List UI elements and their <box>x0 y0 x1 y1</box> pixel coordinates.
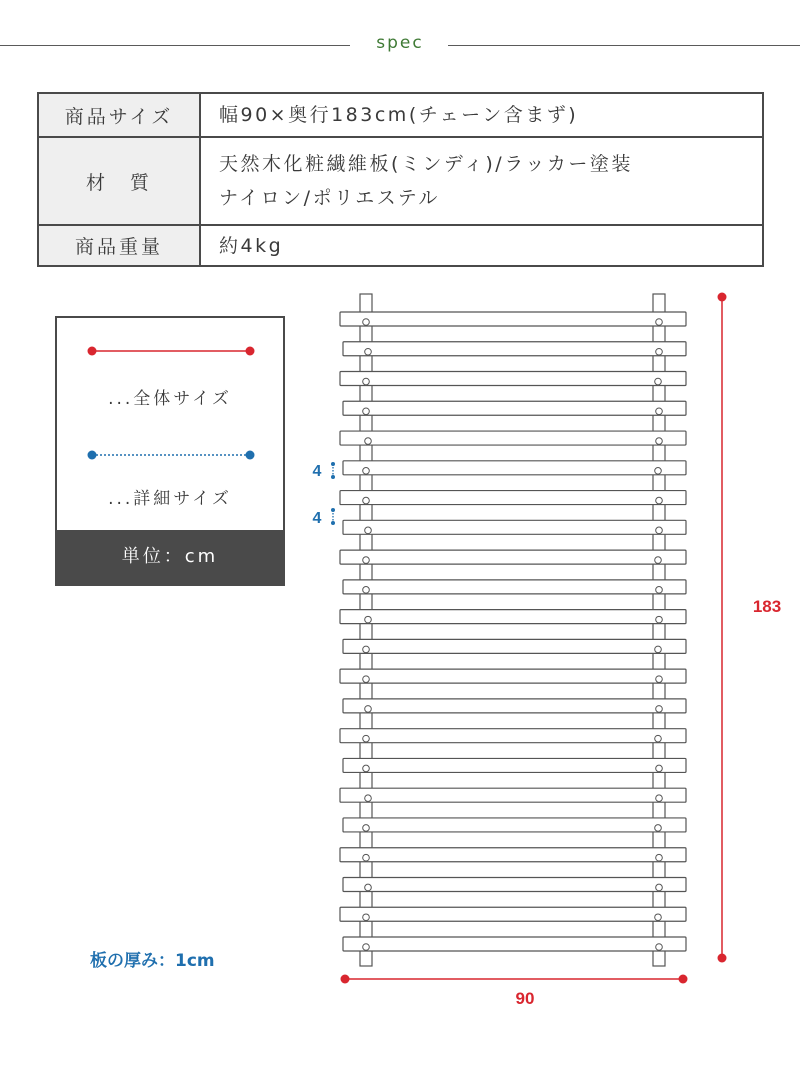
spec-value-line: 天然木化粧繊維板(ミンディ)/ラッカー塗装 <box>219 153 633 175</box>
rivet-icon <box>656 616 663 623</box>
rivet-icon <box>656 706 663 713</box>
rivet-icon <box>656 587 663 594</box>
slat <box>340 610 686 624</box>
slat <box>340 491 686 505</box>
slat <box>343 520 686 534</box>
rivet-icon <box>363 944 370 951</box>
rivet-icon <box>365 616 372 623</box>
rivet-icon <box>656 438 663 445</box>
rivet-icon <box>363 825 370 832</box>
slat <box>340 788 686 802</box>
height-dimension-label: 183 <box>752 597 782 616</box>
slat <box>340 669 686 683</box>
spec-label: 商品重量 <box>38 225 200 266</box>
thickness-note: 板の厚み：1cm <box>90 951 215 971</box>
height-dimension-dot <box>718 293 727 302</box>
slat <box>340 431 686 445</box>
rivet-icon <box>363 765 370 772</box>
slat <box>340 848 686 862</box>
gap-dimension-dot <box>331 475 335 479</box>
rivet-icon <box>363 735 370 742</box>
spec-label: 材 質 <box>38 137 200 225</box>
rivet-icon <box>363 378 370 385</box>
rivet-icon <box>656 854 663 861</box>
rivet-icon <box>656 527 663 534</box>
rivet-icon <box>656 676 663 683</box>
rivet-icon <box>363 319 370 326</box>
rivet-icon <box>363 854 370 861</box>
rivet-icon <box>655 646 662 653</box>
rivet-icon <box>655 914 662 921</box>
rivet-icon <box>655 557 662 564</box>
rivet-icon <box>656 765 663 772</box>
overall-size-label: ...全体サイズ <box>108 389 232 409</box>
width-dimension-dot <box>679 975 688 984</box>
slat <box>340 312 686 326</box>
rivet-icon <box>363 468 370 475</box>
rivet-icon <box>363 408 370 415</box>
height-dimension-dot <box>718 954 727 963</box>
slat <box>343 342 686 356</box>
rivet-icon <box>655 468 662 475</box>
rivet-icon <box>656 497 663 504</box>
slat <box>340 729 686 743</box>
rivet-icon <box>365 348 372 355</box>
slat <box>343 580 686 594</box>
rivet-icon <box>656 795 663 802</box>
detail-size-label: ...詳細サイズ <box>108 489 232 509</box>
gap-dimension-dot <box>331 508 335 512</box>
width-dimension-dot <box>341 975 350 984</box>
rivet-icon <box>363 646 370 653</box>
rivet-icon <box>365 438 372 445</box>
width-dimension-label: 90 <box>515 989 535 1008</box>
rivet-icon <box>363 587 370 594</box>
left-strap <box>360 294 372 966</box>
section-title: spec <box>376 33 424 53</box>
rivet-icon <box>656 348 663 355</box>
slat <box>340 372 686 386</box>
spec-label: 商品サイズ <box>38 93 200 137</box>
slat <box>343 461 686 475</box>
rivet-icon <box>656 884 663 891</box>
rivet-icon <box>656 319 663 326</box>
slat-mat <box>340 294 686 966</box>
rivet-icon <box>365 795 372 802</box>
unit-label: 単位：cm <box>57 530 283 584</box>
rivet-icon <box>365 884 372 891</box>
slat <box>343 639 686 653</box>
rivet-icon <box>655 735 662 742</box>
rivet-icon <box>365 527 372 534</box>
slat <box>340 907 686 921</box>
spec-value-line: 幅90×奥行183cm(チェーン含まず) <box>219 104 579 126</box>
right-strap <box>653 294 665 966</box>
slat <box>343 818 686 832</box>
slat <box>340 550 686 564</box>
rivet-icon <box>656 944 663 951</box>
rivet-icon <box>655 378 662 385</box>
rivet-icon <box>365 706 372 713</box>
slat <box>343 699 686 713</box>
gap-dimension-label: 4 <box>312 510 322 527</box>
rivet-icon <box>655 825 662 832</box>
rivet-icon <box>363 914 370 921</box>
rivet-icon <box>656 408 663 415</box>
slat <box>343 758 686 772</box>
rivet-icon <box>363 497 370 504</box>
spec-value-line: ナイロン/ポリエステル <box>219 187 440 209</box>
gap-dimension-dot <box>331 521 335 525</box>
slat <box>343 937 686 951</box>
rivet-icon <box>363 676 370 683</box>
slat <box>343 401 686 415</box>
gap-dimension-label: 4 <box>312 463 322 480</box>
gap-dimension-dot <box>331 462 335 466</box>
rivet-icon <box>363 557 370 564</box>
spec-value-line: 約4kg <box>219 234 284 257</box>
slat <box>343 877 686 891</box>
